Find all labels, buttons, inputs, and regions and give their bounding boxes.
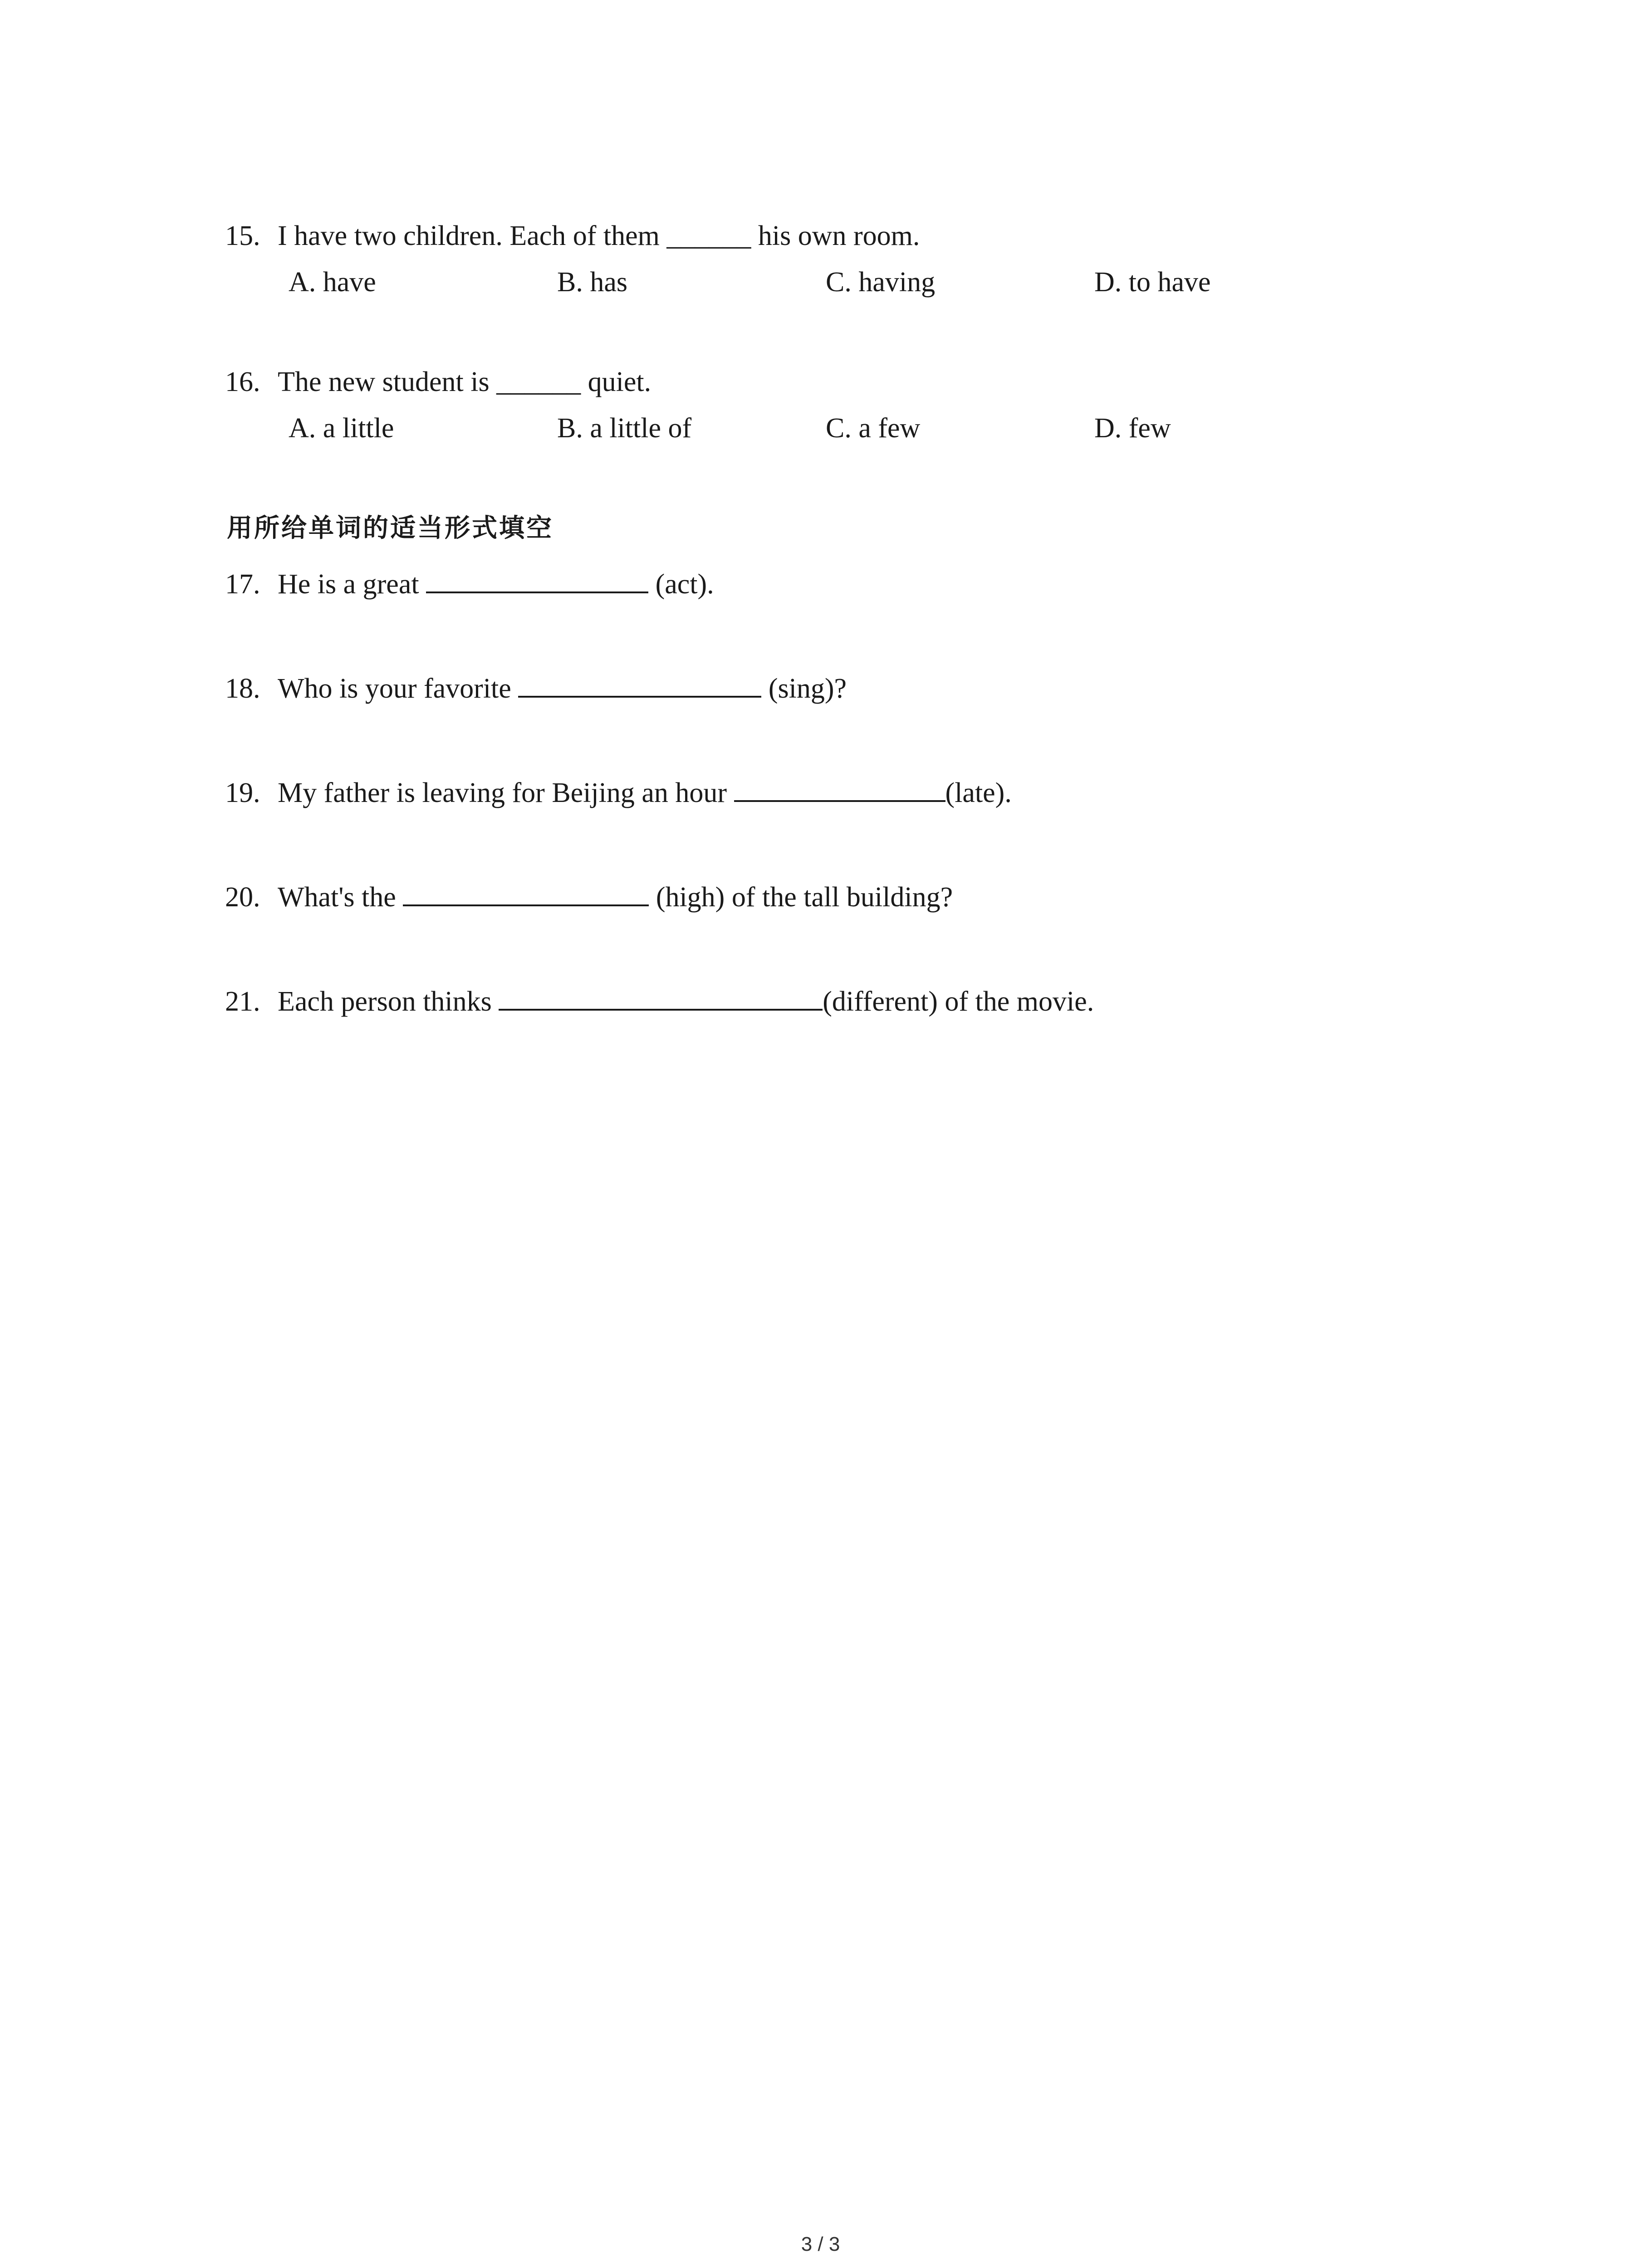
option-d: D. to have: [1094, 267, 1211, 298]
section-heading: 用所给单词的适当形式填空: [227, 513, 554, 543]
question-stem: Who is your favorite (sing)?: [278, 670, 847, 707]
option-a: A. a little: [289, 413, 394, 444]
question-stem: Each person thinks (different) of the movie.: [278, 983, 1094, 1020]
question-number: 15.: [225, 220, 260, 251]
question-number: 20.: [225, 882, 260, 913]
question-stem: What's the (high) of the tall building?: [278, 879, 953, 915]
question-number: 19.: [225, 777, 260, 808]
answer-blank: [403, 879, 649, 906]
option-b: B. has: [557, 267, 627, 298]
question-number: 17.: [225, 569, 260, 600]
answer-blank: [426, 566, 648, 593]
question-stem: He is a great (act).: [278, 566, 714, 602]
answer-blank: ______: [666, 220, 751, 251]
question-stem: My father is leaving for Beijing an hour (late).: [278, 775, 1012, 811]
question-stem: The new student is ______ quiet.: [278, 367, 652, 397]
option-c: C. a few: [826, 413, 921, 444]
page-number: 3 / 3: [801, 2233, 840, 2255]
question-number: 16.: [225, 367, 260, 397]
option-b: B. a little of: [557, 413, 692, 444]
option-d: D. few: [1094, 413, 1171, 444]
option-a: A. have: [289, 267, 376, 298]
answer-blank: [518, 670, 761, 698]
answer-blank: ______: [496, 367, 581, 397]
answer-blank: [499, 983, 823, 1011]
question-number: 18.: [225, 673, 260, 704]
question-stem: I have two children. Each of them ______ his own room.: [278, 220, 920, 251]
question-number: 21.: [225, 986, 260, 1017]
answer-blank: [734, 775, 945, 802]
option-c: C. having: [826, 267, 936, 298]
